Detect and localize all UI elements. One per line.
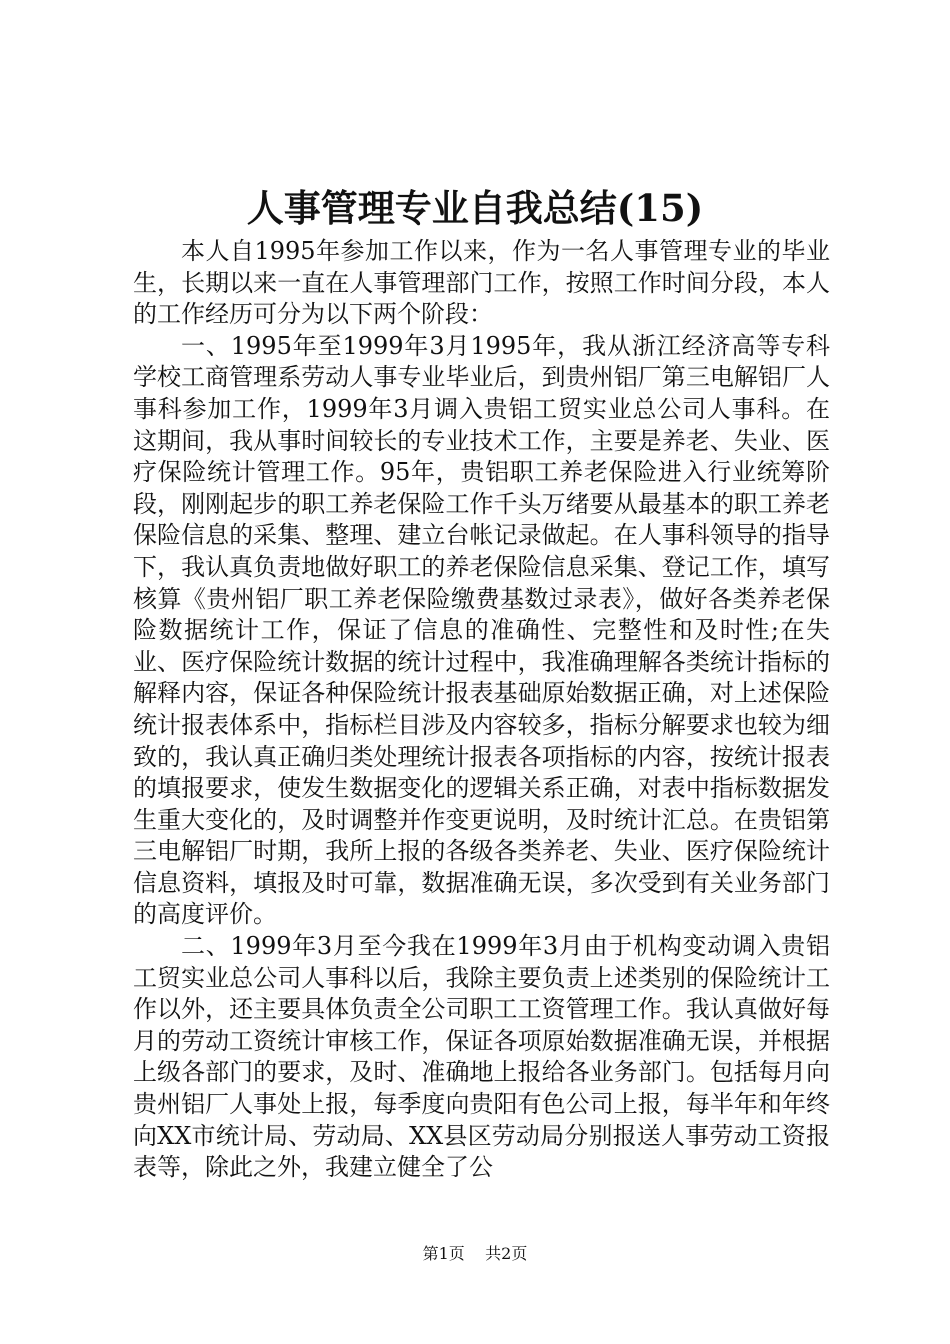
paragraph-stage-two: 二、1999年3月至今我在1999年3月由于机构变动调入贵铝工贸实业总公司人事科以后，我除主要负责上述类别的保险统计工作以外，还主要具体负责全公司职工工资管理工作。我认真做好每月的劳动工资统计审核工作，保证各项原始数据准确无误，并根据上级各部门的要求，及时、准确地上报给各业务部门。包括每月向贵州铝厂人事处上报，每季度向贵阳有色公司上报，每半年和年终向XX市统计局、劳动局、XX县区劳动局分别报送人事劳动工资报表等，除此之外，我建立健全了公 (133, 932, 830, 1182)
page-total: 共2页 (485, 1244, 528, 1263)
page-spacer (470, 1244, 480, 1263)
paragraph-intro: 本人自1995年参加工作以来，作为一名人事管理专业的毕业生，长期以来一直在人事管理部门工作，按照工作时间分段，本人的工作经历可分为以下两个阶段： (133, 237, 830, 329)
document-body (133, 236, 830, 1184)
paragraph-stage-one: 一、1995年至1999年3月1995年，我从浙江经济高等专科学校工商管理系劳动人事专业毕业后，到贵州铝厂第三电解铝厂人事科参加工作，1999年3月调入贵铝工贸实业总公司人事科。在这期间，我从事时间较长的专业技术工作，主要是养老、失业、医疗保险统计管理工作。95年，贵铝职工养老保险进入行业统筹阶段，刚刚起步的职工养老保险工作千头万绪要从最基本的职工养老保险信息的采集、整理、建立台帐记录做起。在人事科领导的指导下，我认真负责地做好职工的养老保险信息采集、登记工作，填写核算《贵州铝厂职工养老保险缴费基数过录表》，做好各类养老保险数据统计工作，保证了信息的准确性、完整性和及时性;在失业、医疗保险统计数据的统计过程中，我准确理解各类统计指标的解释内容，保证各种保险统计报表基础原始数据正确，对上述保险统计报表体系中，指标栏目涉及内容较多，指标分解要求也较为细致的，我认真正确归类处理统计报表各项指标的内容，按统计报表的填报要求，使发生数据变化的逻辑关系正确，对表中指标数据发生重大变化的，及时调整并作变更说明，及时统计汇总。在贵铝第三电解铝厂时期，我所上报的各级各类养老、失业、医疗保险统计信息资料，填报及时可靠，数据准确无误，多次受到有关业务部门的高度评价。 (133, 331, 830, 929)
page-number: 第1页 (422, 1244, 465, 1263)
document-title: 人事管理专业自我总结(15) (246, 186, 704, 230)
page-footer (0, 1244, 950, 1264)
